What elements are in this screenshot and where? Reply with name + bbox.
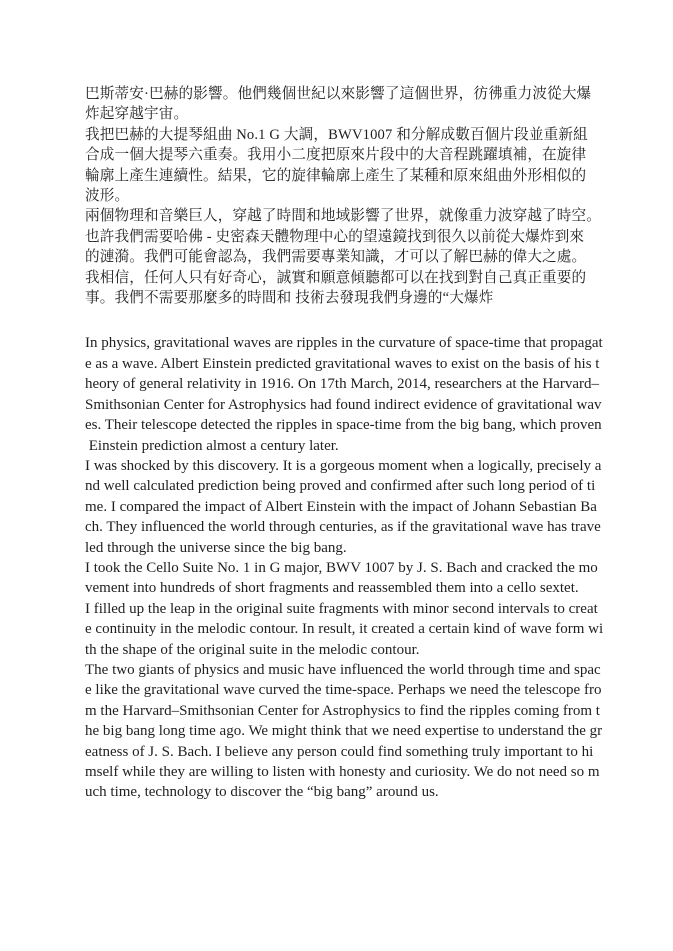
text-line: 也許我們需要哈佛 - 史密森天體物理中心的望遠鏡找到很久以前從大爆炸到來 (85, 228, 585, 245)
text-line: e continuity in the melodic contour. In result, it created a certain kind of wave form wi (85, 621, 604, 638)
english-text-block (85, 333, 604, 802)
text-line: me. I compared the impact of Albert Einstein with the impact of Johann Sebastian Ba (85, 498, 597, 515)
text-line: 合成一個大提琴六重奏。我用小二度把原來片段中的大音程跳躍填補，在旋律 (85, 147, 587, 164)
text-line: heory of general relativity in 1916. On 17th March, 2014, researchers at the Harvard– (85, 376, 599, 393)
text-line: I took the Cello Suite No. 1 in G major, BWV 1007 by J. S. Bach and cracked the mo (85, 559, 598, 576)
text-line: 我把巴赫的大提琴組曲 No.1 G 大調，BWV1007 和分解成數百個片段並重新組 (85, 126, 588, 143)
document-text-area (85, 84, 604, 803)
text-line: Einstein prediction almost a century later. (85, 437, 339, 454)
text-line: mself while they are willing to listen with honesty and curiosity. We do not need so m (85, 764, 600, 780)
text-line: uch time, technology to discover the “big bang” around us. (85, 784, 439, 801)
text-line: Smithsonian Center for Astrophysics had found indirect evidence of gravitational wav (85, 396, 602, 413)
text-line: eatness of J. S. Bach. I believe any person could find something truly important to hi (85, 743, 594, 760)
text-line: nd well calculated prediction being proved and confirmed after such long period of ti (85, 478, 596, 495)
text-line: I was shocked by this discovery. It is a gorgeous moment when a logically, precisely a (85, 457, 602, 474)
text-line: 輪廓上產生連續性。結果，它的旋律輪廓上產生了某種和原來組曲外形相似的 (85, 167, 587, 184)
text-line: es. Their telescope detected the ripples in space-time from the big bang, which proven (85, 417, 602, 434)
chinese-text-block (85, 84, 602, 308)
text-line: ch. They influenced the world through centuries, as if the gravitational wave has trave (85, 519, 601, 536)
text-line: 事。我們不需要那麼多的時間和 技術去發現我們身邊的“大爆炸 (85, 290, 494, 307)
text-line: 波形。 (85, 188, 130, 205)
text-line: led through the universe since the big bang. (85, 539, 347, 556)
text-line: 巴斯蒂安·巴赫的影響。他們幾個世紀以來影響了這個世界，彷彿重力波從大爆 (85, 86, 592, 102)
text-line: m the Harvard–Smithsonian Center for Astrophysics to find the ripples coming from t (85, 702, 600, 719)
text-line: th the shape of the original suite in the melodic contour. (85, 641, 420, 658)
text-line: I filled up the leap in the original suite fragments with minor second intervals to creat (85, 600, 598, 617)
text-line: vement into hundreds of short fragments and reassembled them into a cello sextet. (85, 580, 579, 597)
text-line: 炸起穿越宇宙。 (85, 106, 189, 123)
text-line: The two giants of physics and music have influenced the world through time and spac (85, 661, 601, 678)
text-line: In physics, gravitational waves are ripples in the curvature of space-time that propagat (85, 335, 603, 352)
text-line: 我相信，任何人只有好奇心，誠實和願意傾聽都可以在找到對自己真正重要的 (85, 269, 587, 286)
block-gap (85, 308, 590, 333)
text-line: e as a wave. Albert Einstein predicted gravitational waves to exist on the basis of his t (85, 355, 600, 372)
text-line: e like the gravitational wave curved the time-space. Perhaps we need the telescope fro (85, 682, 602, 699)
text-line: he big bang long time ago. We might think that we need expertise to understand the gr (85, 723, 603, 740)
text-line: 的漣漪。我們可能會認為，我們需要專業知識，才可以了解巴赫的偉大之處。 (85, 249, 587, 266)
text-line: 兩個物理和音樂巨人，穿越了時間和地域影響了世界，就像重力波穿越了時空。 (85, 208, 602, 225)
